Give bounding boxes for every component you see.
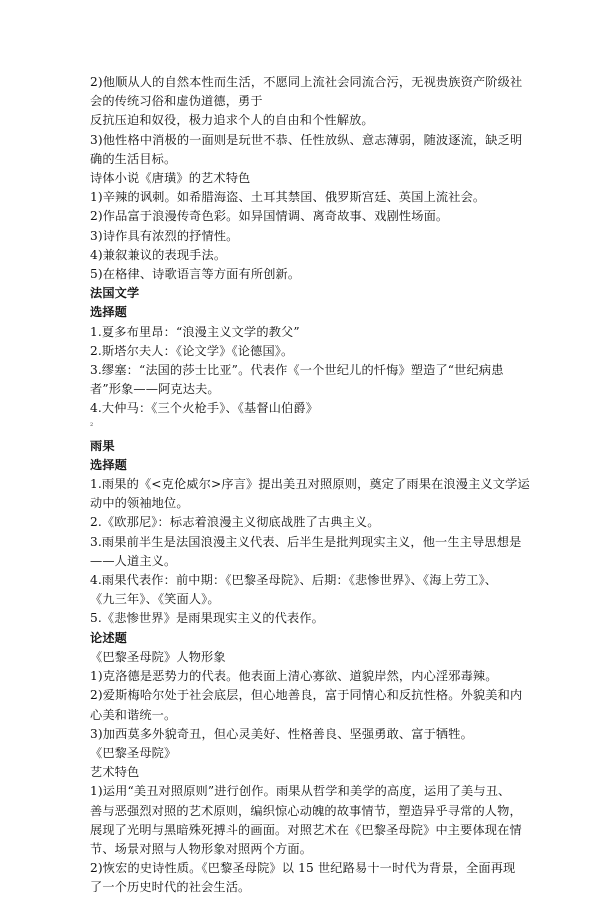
text-line: 了一个历史时代的社会生活。 [90, 880, 251, 895]
text-line: 1.夏多布里昂：“浪漫主义文学的教父” [90, 324, 300, 339]
text-line: 《巴黎圣母院》人物形象 [90, 649, 226, 664]
text-line: ——人道主义。 [90, 553, 177, 568]
text-line: 4)兼叙兼议的表现手法。 [90, 247, 227, 262]
text-line: 4.大仲马：《三个火枪手》、《基督山伯爵》 [90, 401, 319, 416]
text-line: 艺术特色 [90, 765, 140, 780]
text-line: 《巴黎圣母院》 [90, 745, 177, 760]
text-line: 2.斯塔尔夫人：《论文学》《论德国》。 [90, 343, 294, 358]
document-body [90, 73, 530, 898]
hugo-section [90, 437, 530, 898]
text-line: 3.雨果前半生是法国浪漫主义代表、后半生是批判现实主义，他一生主导思想是 [90, 534, 522, 549]
section-heading: 法国文学 [90, 286, 140, 301]
section-heading: 论述题 [90, 630, 128, 645]
text-line: 《九三年》、《笑面人》。 [90, 592, 220, 607]
byron-and-french-literature-section [90, 73, 522, 419]
text-line: 2)爱斯梅哈尔处于社会底层，但心地善良，富于同情心和反抗性格。外貌美和内 [90, 688, 523, 703]
text-line: 确的生活目标。 [90, 151, 177, 166]
text-line: 心美和谐统一。 [90, 707, 177, 722]
text-line: 2)作品富于浪漫传奇色彩。如异国情调、离奇故事、戏剧性场面。 [90, 209, 449, 224]
text-line: 1)克洛德是恶势力的代表。他表面上清心寡欲、道貌岸然，内心淫邪毒辣。 [90, 669, 498, 684]
text-line: 者”形象——阿克达夫。 [90, 382, 220, 397]
text-line: 展现了光明与黑暗殊死搏斗的画面。对照艺术在《巴黎圣母院》中主要体现在情 [90, 822, 522, 837]
text-line: 诗体小说《唐璜》的艺术特色 [90, 171, 251, 186]
section-heading: 雨果 [90, 438, 115, 453]
text-line: 节、场景对照与人物形象对照两个方面。 [90, 841, 313, 856]
text-line: 1)辛辣的讽刺。如希腊海盗、土耳其禁囯、俄罗斯宫廷、英国上流社会。 [90, 190, 486, 205]
text-line: 3.缪塞：“法国的莎士比亚”。代表作《一个世纪儿的忏悔》塑造了“世纪病患 [90, 363, 504, 378]
text-line: 3)诗作具有浓烈的抒情性。 [90, 228, 239, 243]
text-line: 2.《欧那尼》：标志着浪漫主义彻底战胜了古典主义。 [90, 515, 380, 530]
text-line: 5)在格律、诗歌语言等方面有所创新。 [90, 267, 301, 282]
text-line: 4.雨果代表作：前中期：《巴黎圣母院》、后期：《悲惨世界》、《海上劳工》、 [90, 573, 498, 588]
section-heading: 选择题 [90, 305, 128, 320]
text-line: 1.雨果的《<克伦威尔>序言》提出美丑对照原则，奠定了雨果在浪漫主义文学运 [90, 477, 530, 492]
text-line: 1)运用“美丑对照原则”进行创作。雨果从哲学和美学的高度，运用了美与丑、 [90, 784, 511, 799]
text-line: 会的传统习俗和虚伪道德，勇于 [90, 94, 263, 109]
section-heading: 选择题 [90, 457, 128, 472]
text-line: 3)他性格中消极的一面则是玩世不恭、任性放纵、意志薄弱，随波逐流，缺乏明 [90, 132, 523, 147]
page-marker: 2 [90, 421, 94, 428]
text-line: 2)他顺从人的自然本性而生活，不愿同上流社会同流合污，无视贵族资产阶级社 [90, 75, 523, 89]
text-line: 反抗压迫和奴役，极力追求个人的自由和个性解放。 [90, 113, 374, 128]
text-line: 2)恢宏的史诗性质。《巴黎圣母院》以 15 世纪路易十一时代为背景，全面再现 [90, 861, 516, 876]
text-line: 善与恶强烈对照的艺术原则，编织惊心动魄的故事情节，塑造异乎寻常的人物， [90, 803, 522, 818]
text-line: 3)加西莫多外貌奇丑，但心灵美好、性格善良、坚强勇敢、富于牺牲。 [90, 726, 473, 741]
text-line: 5.《悲惨世界》是雨果现实主义的代表作。 [90, 611, 325, 626]
text-line: 动中的领袖地位。 [90, 496, 189, 511]
